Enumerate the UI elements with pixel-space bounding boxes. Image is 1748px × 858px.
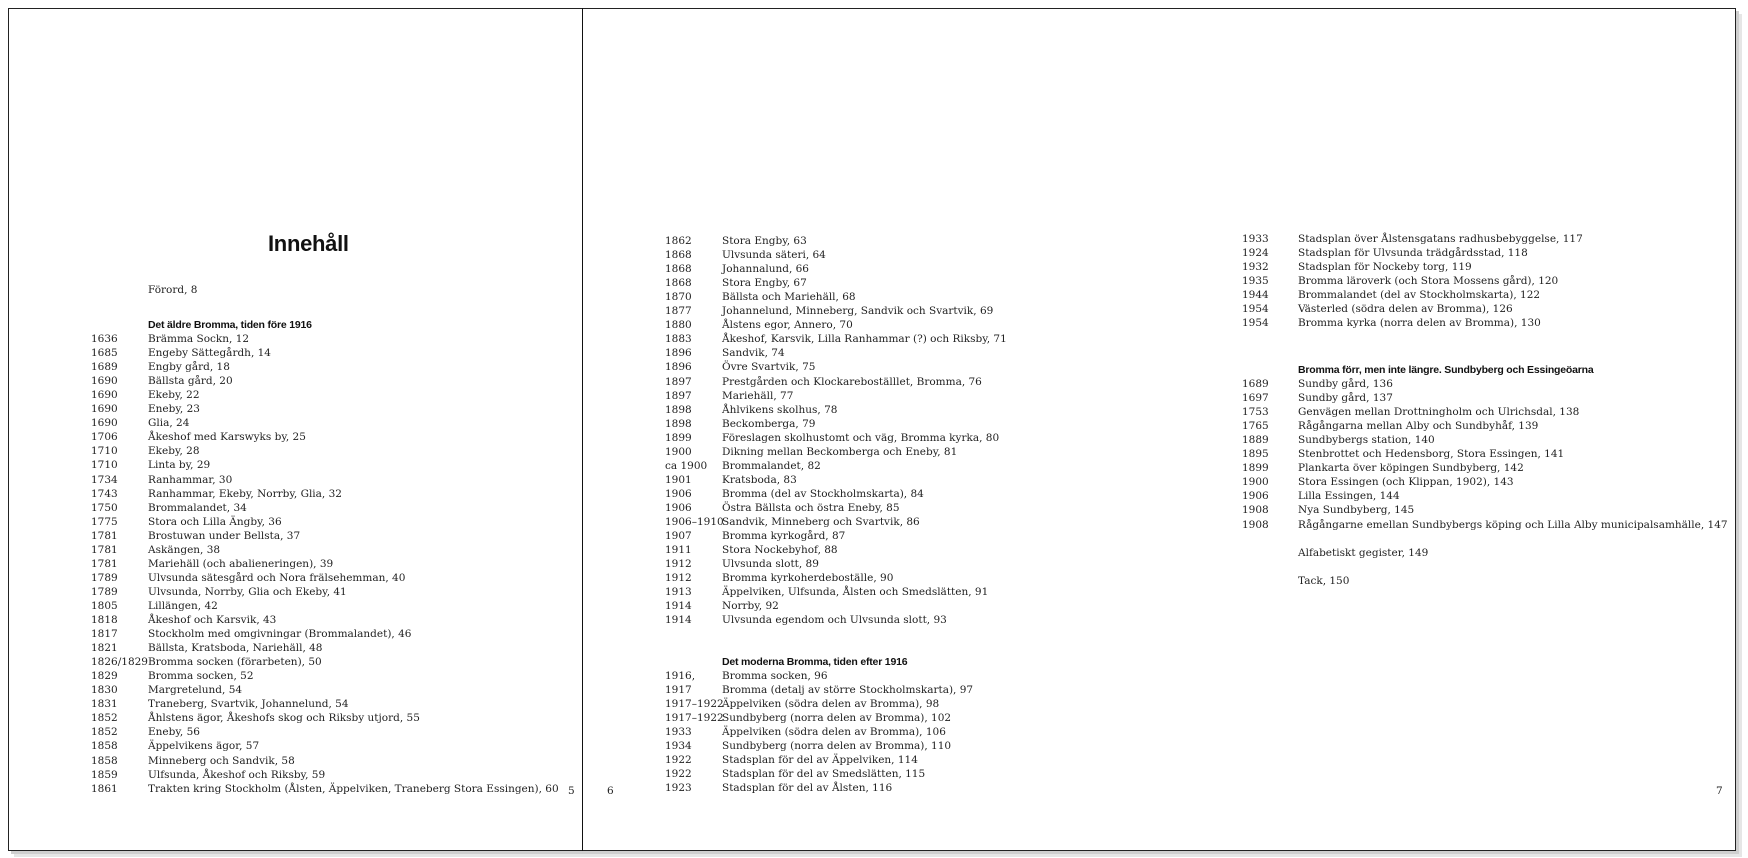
toc-entry-title: Äppelviken (södra delen av Bromma), 98: [722, 698, 940, 711]
toc-entry-year: 1907: [665, 530, 692, 543]
toc-entry-year: 1916,: [665, 670, 696, 682]
toc-entry-title: Ranhammar, Ekeby, Norrby, Glia, 32: [148, 487, 342, 500]
toc-entry-title: Genvägen mellan Drottningholm och Ulrichsdal, 138: [1298, 406, 1580, 419]
toc-entry-year: 1911: [665, 544, 692, 557]
toc-entry-title: Sandvik, 74: [722, 347, 785, 360]
toc-entry-year: 1753: [1242, 406, 1269, 419]
toc-entry-year: 1685: [91, 347, 118, 360]
toc-entry-year: 1781: [91, 529, 118, 542]
toc-entry-year: 1775: [91, 515, 118, 528]
toc-entry-title: Sundbybergs station, 140: [1298, 434, 1435, 447]
toc-entry-title: Mariehäll (och abalieneringen), 39: [148, 557, 334, 570]
toc-entry-title: Nya Sundbyberg, 145: [1298, 504, 1415, 517]
toc-entry-year: 1897: [665, 389, 692, 402]
toc-entry-year: 1914: [665, 600, 692, 613]
toc-entry-title: Äppelviken, Ulfsunda, Ålsten och Smedslätten, 91: [722, 586, 989, 599]
toc-entry-title: Bromma (detalj av större Stockholmskarta), 97: [722, 684, 974, 697]
toc-entry-year: 1781: [91, 557, 118, 570]
toc-entry-title: Sandvik, Minneberg och Svartvik, 86: [722, 516, 920, 528]
toc-entry-title: Stora Engby, 67: [722, 277, 807, 290]
toc-entry-title: Stadsplan för Ulvsunda trädgårdsstad, 118: [1298, 247, 1528, 260]
toc-entry-year: 1765: [1242, 420, 1269, 433]
toc-entry-title: Stora Nockebyhof, 88: [722, 544, 838, 557]
toc-entry-title: Bromma kyrkoherdeboställe, 90: [722, 572, 894, 585]
toc-entry-year: 1852: [91, 712, 118, 725]
toc-entry-year: 1868: [665, 263, 692, 276]
toc-entry-title: Åkeshof, Karsvik, Lilla Ranhammar (?) och Riksby, 71: [722, 333, 1007, 346]
toc-entry-year: 1862: [665, 235, 692, 247]
toc-entry-title: Sundby gård, 136: [1298, 378, 1393, 390]
toc-entry-year: 1900: [665, 445, 692, 458]
toc-entry-title: Stadsplan för Nockeby torg, 119: [1298, 261, 1472, 274]
toc-entry-year: 1781: [91, 543, 118, 556]
toc-entry-year: 1922: [665, 754, 692, 767]
page-number-right: 7: [1716, 785, 1723, 797]
toc-entry-year: 1917: [665, 684, 692, 697]
toc-entry-title: Brämma Sockn, 12: [148, 333, 250, 345]
toc-entry-title: Ranhammar, 30: [148, 473, 233, 486]
toc-entry-title: Stora Engby, 63: [722, 235, 807, 247]
toc-entry-year: 1883: [665, 333, 692, 346]
toc-entry-year: 1898: [665, 417, 692, 430]
toc-entry-title: Övre Svartvik, 75: [722, 361, 816, 374]
toc-entry-year: 1895: [1242, 448, 1269, 461]
toc-entry-year: 1934: [665, 740, 692, 753]
toc-entry-title: Glia, 24: [148, 417, 190, 430]
toc-entry-year: 1868: [665, 249, 692, 262]
toc-entry-title: Stora och Lilla Ängby, 36: [148, 515, 282, 528]
toc-entry-year: 1898: [665, 403, 692, 416]
toc-entry-title: Johannalund, 66: [722, 263, 809, 276]
toc-entry-year: 1830: [91, 684, 118, 697]
toc-entry-title: Bromma socken, 52: [148, 670, 254, 683]
register-text: Alfabetiskt gegister, 149: [1298, 547, 1429, 559]
toc-entry-year: 1912: [665, 558, 692, 571]
toc-entry-title: Mariehäll, 77: [722, 389, 794, 402]
toc-entry-title: Bällsta, Kratsboda, Nariehäll, 48: [148, 642, 323, 655]
toc-entry-title: Bällsta och Mariehäll, 68: [722, 291, 856, 304]
toc-entry-title: Ulvsunda säteri, 64: [722, 249, 826, 262]
toc-entry-title: Ålstens egor, Annero, 70: [722, 319, 853, 332]
toc-entry-year: 1908: [1242, 504, 1269, 517]
toc-entry-title: Norrby, 92: [722, 600, 779, 613]
toc-entry-title: Västerled (södra delen av Bromma), 126: [1298, 303, 1513, 316]
toc-entry-title: Bromma socken, 96: [722, 670, 828, 682]
toc-entry-title: Beckomberga, 79: [722, 417, 816, 430]
toc-entry-title: Traneberg, Svartvik, Johannelund, 54: [148, 698, 349, 711]
toc-entry-year: 1901: [665, 473, 692, 486]
toc-entry-year: 1852: [91, 726, 118, 739]
toc-entry-title: Ulvsunda egendom och Ulvsunda slott, 93: [722, 614, 947, 627]
toc-entry-year: 1923: [665, 782, 692, 795]
toc-entry-year: 1750: [91, 501, 118, 514]
toc-entry-title: Engeby Sättegårdh, 14: [148, 347, 271, 360]
toc-entry-year: 1710: [91, 445, 118, 458]
toc-entry-title: Rågångarne emellan Sundbybergs köping och Lilla Alby municipalsamhälle, 147: [1298, 518, 1728, 531]
toc-entry-year: 1944: [1242, 289, 1269, 302]
toc-entry-title: Eneby, 23: [148, 403, 200, 416]
toc-entry-year: 1734: [91, 473, 118, 486]
toc-entry-year: 1743: [91, 487, 118, 500]
toc-entry-title: Ekeby, 28: [148, 445, 200, 458]
toc-entry-year: ca 1900: [665, 459, 708, 472]
toc-entry-year: 1906: [1242, 490, 1269, 503]
toc-entry-title: Dikning mellan Beckomberga och Eneby, 81: [722, 445, 958, 458]
toc-entry-title: Bromma läroverk (och Stora Mossens gård), 120: [1298, 275, 1559, 288]
toc-entry-title: Bromma kyrka (norra delen av Bromma), 130: [1298, 317, 1541, 330]
toc-entry-year: 1826/1829: [91, 656, 148, 669]
page-gutter: [582, 8, 583, 851]
toc-entry-year: 1870: [665, 291, 692, 304]
toc-entry-year: 1710: [91, 459, 118, 472]
toc-entry-title: Ulvsunda sätesgård och Nora frälsehemman, 40: [148, 571, 406, 584]
toc-entry-title: Åhlvikens skolhus, 78: [722, 403, 838, 416]
toc-entry-year: 1914: [665, 614, 692, 627]
toc-entry-year: 1922: [665, 768, 692, 781]
toc-entry-title: Eneby, 56: [148, 726, 200, 739]
toc-entry-year: 1954: [1242, 317, 1269, 330]
toc-entry-title: Brostuwan under Bellsta, 37: [148, 529, 301, 542]
toc-entry-title: Stockholm med omgivningar (Brommalandet), 46: [148, 628, 412, 641]
toc-entry-title: Äppelvikens ägor, 57: [148, 740, 260, 753]
toc-entry-title: Brommalandet, 34: [148, 501, 247, 514]
toc-entry-year: 1789: [91, 571, 118, 584]
toc-entry-title: Äppelviken (södra delen av Bromma), 106: [722, 726, 946, 739]
toc-entry-title: Åhlstens ägor, Åkeshofs skog och Riksby utjord, 55: [148, 712, 420, 725]
toc-entry-year: 1858: [91, 740, 118, 753]
toc-entry-title: Östra Bällsta och östra Eneby, 85: [722, 501, 900, 514]
toc-entry-title: Stadsplan för del av Ålsten, 116: [722, 782, 893, 795]
toc-entry-year: 1831: [91, 698, 118, 711]
toc-entry-year: 1917–1922: [665, 698, 724, 711]
toc-entry-title: Bromma kyrkogård, 87: [722, 530, 846, 543]
toc-entry-title: Trakten kring Stockholm (Ålsten, Äppelviken, Traneberg Stora Essingen), 60: [148, 782, 559, 795]
toc-entry-year: 1858: [91, 754, 118, 767]
toc-entry-title: Askängen, 38: [148, 543, 221, 556]
toc-entry-year: 1889: [1242, 434, 1269, 447]
toc-entry-year: 1932: [1242, 261, 1269, 274]
toc-entry-year: 1697: [1242, 392, 1269, 405]
toc-entry-title: Ekeby, 22: [148, 389, 200, 402]
toc-entry-year: 1897: [665, 375, 692, 388]
toc-entry-title: Åkeshof med Karswyks by, 25: [148, 431, 306, 444]
toc-entry-title: Ulfsunda, Åkeshof och Riksby, 59: [148, 768, 326, 781]
section-heading-old-bromma: Det äldre Bromma, tiden före 1916: [148, 319, 312, 331]
toc-entry-title: Stenbrottet och Hedensborg, Stora Essingen, 141: [1298, 448, 1565, 461]
toc-entry-year: 1935: [1242, 275, 1269, 288]
toc-entry-year: 1706: [91, 431, 118, 444]
toc-entry-title: Lillängen, 42: [148, 599, 218, 612]
toc-entry-year: 1690: [91, 389, 118, 402]
toc-entry-title: Föreslagen skolhustomt och väg, Bromma kyrka, 80: [722, 431, 1000, 444]
toc-entry-title: Åkeshof och Karsvik, 43: [148, 614, 277, 626]
toc-entry-year: 1900: [1242, 476, 1269, 489]
section-heading-former-bromma: Bromma förr, men inte längre. Sundbyberg och Essingeöarna: [1298, 364, 1594, 376]
toc-entry-year: 1933: [1242, 233, 1269, 245]
toc-entry-year: 1689: [1242, 378, 1269, 390]
toc-entry-title: Margretelund, 54: [148, 684, 243, 697]
toc-entry-title: Sundbyberg (norra delen av Bromma), 110: [722, 740, 952, 753]
toc-entry-title: Ulvsunda, Norrby, Glia och Ekeby, 41: [148, 585, 347, 598]
toc-entry-title: Ulvsunda slott, 89: [722, 558, 819, 571]
toc-entry-title: Kratsboda, 83: [722, 473, 797, 486]
toc-entry-title: Stadsplan över Ålstensgatans radhusbebyggelse, 117: [1298, 233, 1583, 245]
toc-entry-year: 1908: [1242, 518, 1269, 531]
toc-entry-title: Sundby gård, 137: [1298, 392, 1393, 405]
toc-entry-year: 1859: [91, 768, 118, 781]
toc-entry-title: Minneberg och Sandvik, 58: [148, 754, 295, 767]
toc-entry-year: 1861: [91, 782, 118, 795]
toc-entry-year: 1917–1922: [665, 712, 724, 725]
toc-entry-title: Stadsplan för del av Smedslätten, 115: [722, 768, 926, 781]
toc-entry-title: Prestgården och Klockareboställlet, Bromma, 76: [722, 375, 982, 388]
toc-entry-year: 1805: [91, 599, 118, 612]
toc-entry-year: 1690: [91, 375, 118, 388]
toc-entry-title: Rågångarna mellan Alby och Sundbyhåf, 139: [1298, 420, 1539, 433]
toc-entry-year: 1636: [91, 333, 118, 345]
toc-entry-year: 1933: [665, 726, 692, 739]
toc-entry-title: Brommalandet (del av Stockholmskarta), 122: [1298, 289, 1541, 302]
toc-entry-year: 1899: [665, 431, 692, 444]
toc-entry-year: 1689: [91, 361, 118, 374]
toc-entry-title: Stora Essingen (och Klippan, 1902), 143: [1298, 476, 1514, 489]
tack-text: Tack, 150: [1298, 575, 1350, 587]
page-title: Innehåll: [268, 231, 349, 256]
toc-entry-year: 1789: [91, 585, 118, 598]
toc-entry-year: 1954: [1242, 303, 1269, 316]
toc-entry-year: 1818: [91, 614, 118, 626]
toc-entry-year: 1913: [665, 586, 692, 599]
toc-entry-year: 1877: [665, 305, 692, 318]
toc-entry-title: Bromma socken (förarbeten), 50: [148, 656, 322, 669]
page-number-left: 5: [568, 785, 575, 797]
section-heading-modern-bromma: Det moderna Bromma, tiden efter 1916: [722, 656, 908, 668]
toc-entry-year: 1690: [91, 403, 118, 416]
toc-entry-year: 1899: [1242, 462, 1269, 475]
toc-entry-year: 1817: [91, 628, 118, 641]
toc-entry-title: Plankarta över köpingen Sundbyberg, 142: [1298, 462, 1524, 475]
toc-entry-title: Stadsplan för del av Äppelviken, 114: [722, 754, 918, 767]
toc-entry-year: 1690: [91, 417, 118, 430]
toc-entry-year: 1906–1910: [665, 516, 724, 528]
toc-entry-year: 1924: [1242, 247, 1269, 260]
toc-entry-title: Engby gård, 18: [148, 361, 230, 374]
forord-text: Förord, 8: [148, 284, 198, 296]
toc-entry-title: Linta by, 29: [148, 459, 211, 472]
toc-entry-year: 1912: [665, 572, 692, 585]
toc-entry-year: 1896: [665, 347, 692, 360]
toc-entry-title: Sundbyberg (norra delen av Bromma), 102: [722, 712, 952, 725]
toc-entry-title: Brommalandet, 82: [722, 459, 821, 472]
toc-entry-title: Johannelund, Minneberg, Sandvik och Svartvik, 69: [722, 305, 994, 318]
toc-entry-year: 1821: [91, 642, 118, 655]
toc-entry-year: 1829: [91, 670, 118, 683]
toc-entry-title: Bromma (del av Stockholmskarta), 84: [722, 487, 924, 500]
toc-entry-year: 1906: [665, 501, 692, 514]
toc-entry-year: 1880: [665, 319, 692, 332]
toc-entry-year: 1896: [665, 361, 692, 374]
toc-entry-year: 1906: [665, 487, 692, 500]
toc-entry-title: Lilla Essingen, 144: [1298, 490, 1400, 503]
toc-entry-title: Bällsta gård, 20: [148, 375, 233, 388]
page-number-middle: 6: [607, 785, 614, 797]
toc-entry-year: 1868: [665, 277, 692, 290]
